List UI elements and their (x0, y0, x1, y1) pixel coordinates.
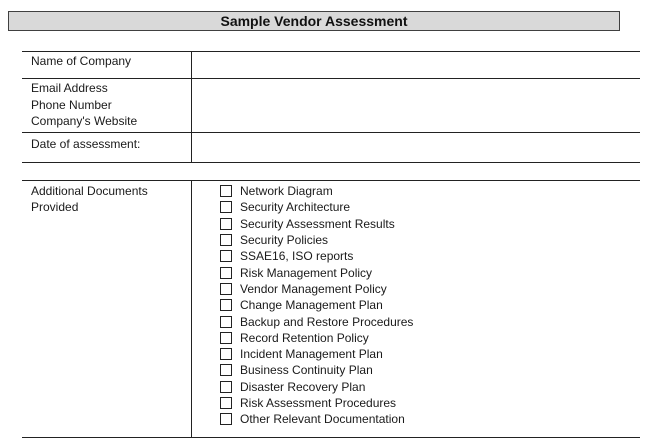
checklist-item-label: Backup and Restore Procedures (240, 314, 414, 329)
checklist-item (220, 330, 413, 346)
checklist-item-label: Business Continuity Plan (240, 363, 373, 378)
checklist-item-label: Network Diagram (240, 184, 333, 199)
checkbox[interactable] (220, 283, 232, 295)
date-field[interactable] (193, 133, 638, 161)
checkbox[interactable] (220, 348, 232, 360)
checkbox[interactable] (220, 316, 232, 328)
checklist-item (220, 297, 413, 313)
phone-label: Phone Number (31, 97, 112, 112)
checkbox[interactable] (220, 267, 232, 279)
checkbox[interactable] (220, 201, 232, 213)
documents-label-line2: Provided (31, 200, 79, 214)
checklist-item (220, 281, 413, 297)
company-name-field[interactable] (193, 52, 638, 77)
checklist-item-label: Security Policies (240, 233, 329, 248)
table-rule-bottom (22, 162, 640, 163)
checklist-item-label: Incident Management Plan (240, 347, 383, 362)
checklist-item (220, 362, 413, 378)
date-label: Date of assessment: (31, 137, 141, 151)
checklist-item-label: Security Assessment Results (240, 216, 395, 231)
checklist-item-label: Vendor Management Policy (240, 281, 387, 296)
contact-info-field[interactable] (193, 79, 638, 131)
checkbox[interactable] (220, 332, 232, 344)
checklist-item-label: Security Architecture (240, 200, 351, 215)
checkbox[interactable] (220, 234, 232, 246)
checklist-item (220, 248, 413, 264)
checklist-item (220, 232, 413, 248)
checklist-item (220, 313, 413, 329)
checklist-item (220, 411, 413, 427)
checkbox[interactable] (220, 381, 232, 393)
checklist-item (220, 379, 413, 395)
docs-rule-top (22, 180, 640, 181)
checklist-item-label: SSAE16, ISO reports (240, 249, 354, 264)
table-divider (191, 51, 192, 162)
checklist-item (220, 216, 413, 232)
checklist-item-label: Other Relevant Documentation (240, 412, 405, 427)
checklist-item (220, 395, 413, 411)
checkbox[interactable] (220, 250, 232, 262)
email-label: Email Address (31, 81, 108, 95)
checkbox[interactable] (220, 364, 232, 376)
documents-label-line1: Additional Documents (31, 184, 148, 198)
page-title: Sample Vendor Assessment (8, 11, 620, 31)
checklist-item-label: Risk Management Policy (240, 265, 373, 280)
docs-rule-bottom (22, 437, 640, 438)
website-label: Company's Website (31, 114, 138, 128)
company-name-label: Name of Company (31, 54, 132, 68)
checkbox[interactable] (220, 185, 232, 197)
docs-divider (191, 180, 192, 437)
checkbox[interactable] (220, 299, 232, 311)
checklist-item (220, 183, 413, 199)
checkbox[interactable] (220, 397, 232, 409)
checklist-item (220, 199, 413, 215)
checklist-item-label: Disaster Recovery Plan (240, 379, 366, 394)
checklist-item (220, 346, 413, 362)
checkbox[interactable] (220, 413, 232, 425)
documents-checklist (220, 183, 413, 427)
checklist-item-label: Risk Assessment Procedures (240, 396, 397, 410)
checklist-item (220, 264, 413, 280)
checkbox[interactable] (220, 218, 232, 230)
checklist-item-label: Record Retention Policy (240, 330, 369, 345)
checklist-item-label: Change Management Plan (240, 298, 383, 313)
